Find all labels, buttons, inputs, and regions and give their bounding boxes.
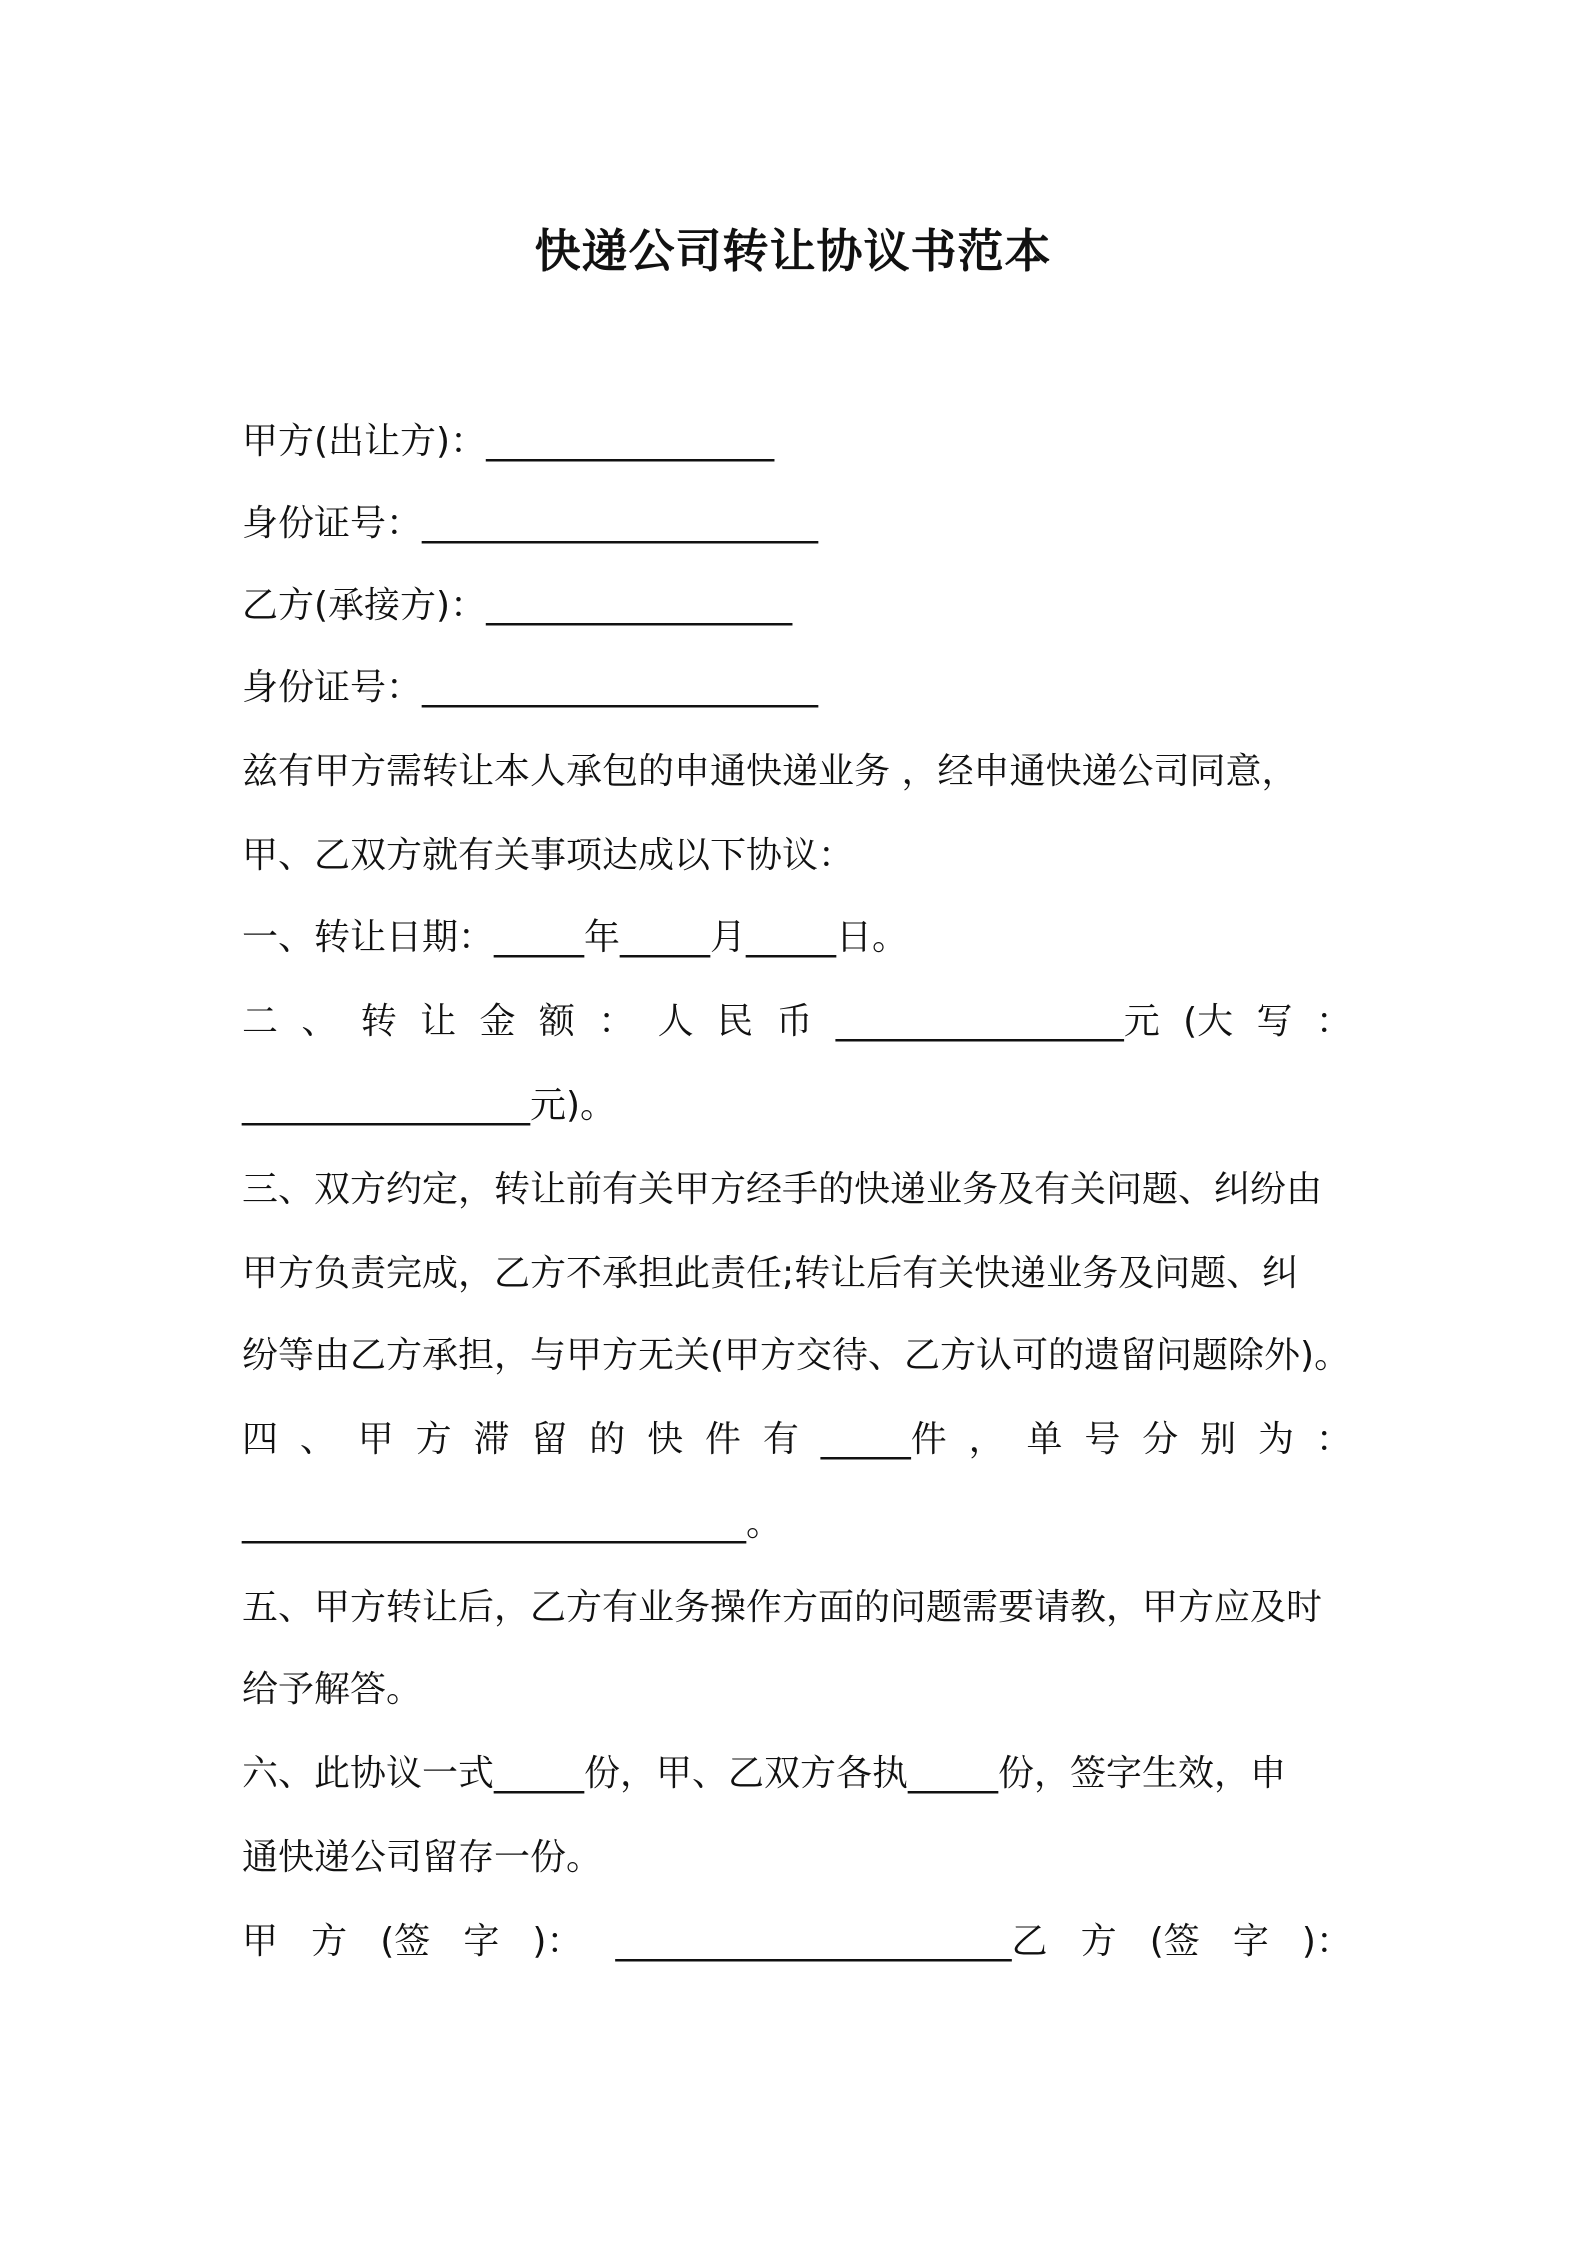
clause-4-part: 有	[762, 1419, 799, 1460]
signature-part: )：	[1301, 1921, 1352, 1962]
clause-6-line-2: 通快递公司留存一份。	[242, 1837, 603, 1878]
clause-4-part: 分	[1142, 1419, 1179, 1460]
clause-2-part: 写	[1256, 1001, 1293, 1042]
signature-line	[242, 1918, 1352, 1966]
clause-4-part: 号	[1084, 1419, 1121, 1460]
clause-4-part: 件	[705, 1419, 742, 1460]
signature-part: 字	[1232, 1921, 1269, 1962]
clause-2-part: 、	[301, 1001, 338, 1042]
signature-part: 甲	[242, 1921, 279, 1962]
clause-2-part: 民	[717, 1001, 754, 1042]
clause-3-line-1: 三、双方约定，转让前有关甲方经手的快递业务及有关问题、纠纷由	[242, 1169, 1323, 1210]
clause-2-part: 人	[657, 1001, 694, 1042]
clause-4-part: 四	[242, 1419, 279, 1460]
signature-part: ______________________乙	[615, 1921, 1048, 1962]
clause-4-part: 快	[647, 1419, 684, 1460]
clause-2-amount	[242, 998, 1352, 1046]
clause-4-part: 方	[415, 1419, 452, 1460]
clause-4-part: 的	[589, 1419, 626, 1460]
clause-4-part: ：	[1315, 1419, 1352, 1460]
clause-4-pending	[242, 1416, 1352, 1464]
clause-2-part: 金	[479, 1001, 516, 1042]
clause-2-continued: ________________元)。	[242, 1085, 617, 1126]
clause-6-line-1: 六、此协议一式_____份，甲、乙双方各执_____份，签字生效，申	[242, 1753, 1287, 1794]
intro-line-1: 兹有甲方需转让本人承包的申通快递业务 ，经申通快递公司同意，	[242, 751, 1298, 792]
clause-4-part: 甲	[357, 1419, 394, 1460]
clause-2-part: 额	[538, 1001, 575, 1042]
clause-4-part: 别	[1200, 1419, 1237, 1460]
clause-2-part: ：	[1315, 1001, 1352, 1042]
clause-2-part: ：	[598, 1001, 635, 1042]
clause-5-line-1: 五、甲方转让后，乙方有业务操作方面的问题需要请教，甲方应及时	[242, 1587, 1323, 1628]
signature-part: )：	[532, 1921, 583, 1962]
clause-2-part: 转	[360, 1001, 397, 1042]
clause-4-part: 单	[1026, 1419, 1063, 1460]
signature-part: (签	[1149, 1921, 1200, 1962]
clause-2-part: 币	[776, 1001, 813, 1042]
party-a-line: 甲方(出让方)：________________	[242, 421, 775, 462]
clause-4-part: 、	[299, 1419, 336, 1460]
clause-2-part: 二	[242, 1001, 279, 1042]
clause-2-part: 让	[420, 1001, 457, 1042]
signature-part: 字	[463, 1921, 500, 1962]
clause-2-part: (大	[1183, 1001, 1234, 1042]
party-b-line: 乙方(承接方)：_________________	[242, 585, 793, 626]
id-a-line: 身份证号：______________________	[242, 503, 819, 544]
clause-3-line-2: 甲方负责完成，乙方不承担此责任;转让后有关快递业务及问题、纠	[242, 1253, 1299, 1294]
clause-4-part: 滞	[473, 1419, 510, 1460]
signature-part: 方	[311, 1921, 348, 1962]
clause-3-line-3: 纷等由乙方承担，与甲方无关(甲方交待、乙方认可的遗留问题除外)。	[242, 1335, 1351, 1376]
clause-4-part: 留	[531, 1419, 568, 1460]
signature-part: (签	[380, 1921, 431, 1962]
document-title: 快递公司转让协议书范本	[534, 224, 1052, 278]
clause-4-continued: ____________________________。	[242, 1503, 782, 1544]
intro-line-2: 甲、乙双方就有关事项达成以下协议：	[242, 835, 855, 876]
signature-part: 方	[1080, 1921, 1117, 1962]
clause-1-date: 一、转让日期：_____年_____月_____日。	[242, 917, 909, 958]
clause-2-part: ________________元	[835, 1001, 1160, 1042]
id-b-line: 身份证号：______________________	[242, 667, 819, 708]
clause-5-line-2: 给予解答。	[242, 1669, 423, 1710]
clause-4-part: _____件	[820, 1419, 947, 1460]
clause-4-part: ，	[968, 1419, 1005, 1460]
clause-4-part: 为	[1258, 1419, 1295, 1460]
